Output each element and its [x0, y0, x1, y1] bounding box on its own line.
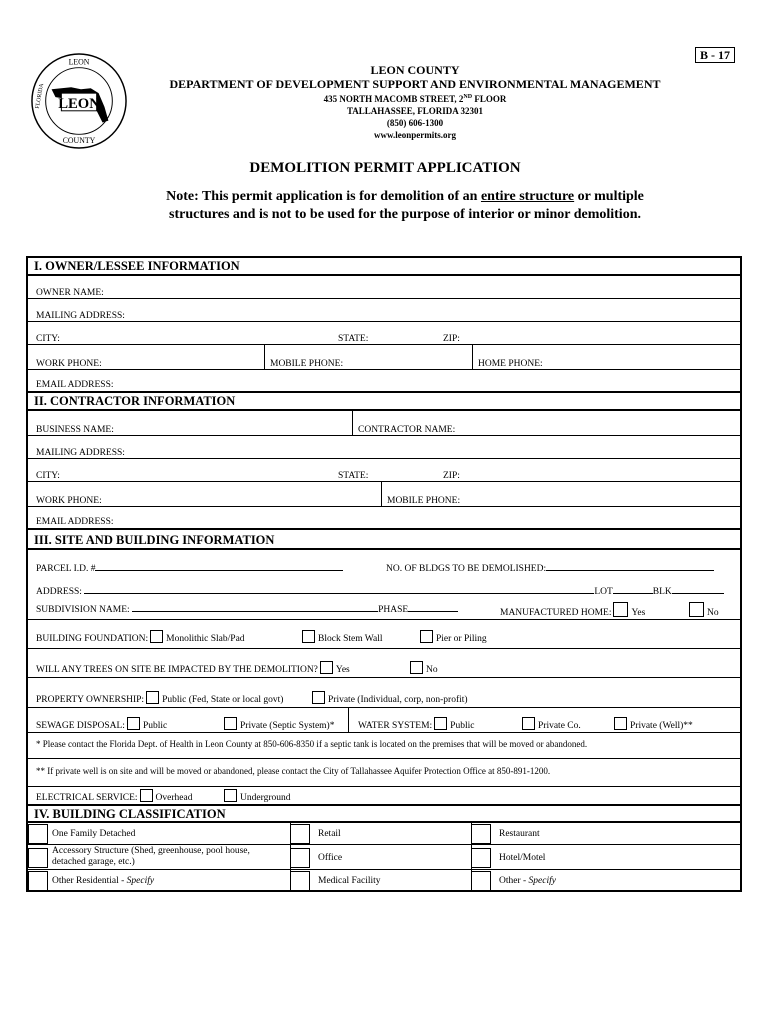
water-private-co-checkbox[interactable] — [522, 717, 535, 730]
class-restaurant-checkbox[interactable] — [471, 824, 491, 844]
svg-text:FLORIDA: FLORIDA — [34, 83, 46, 110]
phase-field: PHASE — [378, 605, 409, 615]
classification-row-1: One Family Detached Retail Restaurant — [28, 823, 740, 845]
sewage-water-row: SEWAGE DISPOSAL: Public Private (Septic System)* WATER SYSTEM: Public Private Co. Private (Well)** — [28, 708, 740, 733]
contractor-city-state-zip-row[interactable]: CITY: STATE: ZIP: — [28, 459, 740, 482]
class-hotel-checkbox[interactable] — [471, 848, 491, 868]
class-one-family-checkbox[interactable] — [28, 824, 48, 844]
manufactured-no-checkbox[interactable] — [689, 602, 704, 617]
classification-row-2: Accessory Structure (Shed, greenhouse, pool house, detached garage, etc.) Office Hotel/Motel — [28, 845, 740, 870]
owner-email-field[interactable]: EMAIL ADDRESS: — [28, 370, 740, 392]
site-address-field[interactable]: ADDRESS: LOT BLK — [36, 587, 724, 597]
ownership-row: PROPERTY OWNERSHIP: Public (Fed, State or local govt) Private (Individual, corp, non-profit) — [28, 678, 740, 708]
trees-yes-checkbox[interactable] — [320, 661, 333, 674]
subdivision-field[interactable]: SUBDIVISION NAME: PHASE — [36, 605, 458, 615]
class-retail-checkbox[interactable] — [290, 824, 310, 844]
manufactured-home-question: MANUFACTURED HOME: Yes — [500, 602, 645, 618]
website: www.leonpermits.org — [374, 130, 456, 140]
section-site-heading: III. SITE AND BUILDING INFORMATION — [28, 529, 740, 550]
ownership-private-checkbox[interactable] — [312, 691, 325, 704]
leon-county-seal-logo — [30, 52, 128, 150]
contractor-phone-row[interactable]: WORK PHONE: MOBILE PHONE: — [28, 482, 740, 507]
water-well-checkbox[interactable] — [614, 717, 627, 730]
svg-text:LEON: LEON — [68, 57, 90, 67]
num-bldgs-field[interactable]: NO. OF BLDGS TO BE DEMOLISHED: — [386, 564, 714, 574]
class-medical-checkbox[interactable] — [290, 871, 310, 891]
electrical-overhead-checkbox[interactable] — [140, 789, 153, 802]
lot-field: LOT — [594, 587, 613, 597]
class-accessory-checkbox[interactable] — [28, 848, 48, 868]
sewage-septic-checkbox[interactable] — [224, 717, 237, 730]
svg-text:COUNTY: COUNTY — [62, 136, 96, 146]
owner-mailing-address-field[interactable]: MAILING ADDRESS: — [28, 299, 740, 322]
sewage-public-checkbox[interactable] — [127, 717, 140, 730]
trees-row: WILL ANY TREES ON SITE BE IMPACTED BY THE DEMOLITION? Yes No — [28, 649, 740, 678]
contractor-email-field[interactable]: EMAIL ADDRESS: — [28, 507, 740, 529]
owner-name-field[interactable]: OWNER NAME: — [28, 276, 740, 299]
manufactured-yes-checkbox[interactable] — [613, 602, 628, 617]
blk-field: BLK — [652, 587, 672, 597]
owner-city-state-zip-row[interactable]: CITY: STATE: ZIP: — [28, 322, 740, 345]
street-address: 435 NORTH MACOMB STREET, 2ND FLOOR — [323, 94, 507, 104]
owner-phone-row[interactable]: WORK PHONE: MOBILE PHONE: HOME PHONE: — [28, 345, 740, 370]
section-owner-heading: I. OWNER/LESSEE INFORMATION — [28, 258, 740, 276]
contractor-mailing-address-field[interactable]: MAILING ADDRESS: — [28, 436, 740, 459]
foundation-pier-checkbox[interactable] — [420, 630, 433, 643]
section-classification-heading: IV. BUILDING CLASSIFICATION — [28, 805, 740, 823]
electrical-underground-checkbox[interactable] — [224, 789, 237, 802]
trees-no-checkbox[interactable] — [410, 661, 423, 674]
foundation-slab-checkbox[interactable] — [150, 630, 163, 643]
class-other-checkbox[interactable] — [471, 871, 491, 891]
section-contractor-heading: II. CONTRACTOR INFORMATION — [28, 392, 740, 411]
contractor-business-row[interactable]: BUSINESS NAME: CONTRACTOR NAME: — [28, 411, 740, 436]
electrical-row: ELECTRICAL SERVICE: Overhead Underground — [28, 787, 740, 805]
city-line: TALLAHASSEE, FLORIDA 32301 — [346, 106, 484, 116]
department-name: DEPARTMENT OF DEVELOPMENT SUPPORT AND ENVIRONMENTAL MANAGEMENT — [169, 77, 661, 91]
foundation-row: BUILDING FOUNDATION: Monolithic Slab/Pad Block Stem Wall Pier or Piling — [28, 620, 740, 649]
permit-form — [26, 256, 742, 892]
phone-number: (850) 606-1300 — [386, 118, 444, 128]
county-name: LEON COUNTY — [370, 63, 460, 77]
agency-header — [150, 63, 680, 141]
classification-row-3: Other Residential - Specify Medical Facility Other - Specify — [28, 870, 740, 892]
septic-note: * Please contact the Florida Dept. of Health in Leon County at 850-606-8350 if a septic tank is located on the premises that will be moved or abandoned. — [28, 733, 740, 759]
water-public-checkbox[interactable] — [434, 717, 447, 730]
form-code: B - 17 — [695, 47, 735, 63]
well-note: ** If private well is on site and will be moved or abandoned, please contact the City of Tallahassee Aquifer Protection Office at 850-891-1200. — [28, 759, 740, 787]
site-parcel-block: PARCEL I.D. # NO. OF BLDGS TO BE DEMOLISHED: ADDRESS: LOT BLK SUBDIVISION NAME: PHASE MANUFACTURED HOME: Yes No — [28, 550, 740, 620]
seal-center-text: LEON — [58, 95, 100, 112]
note-text: Note: This permit application is for demolition of an entire structure or multiple structures and is not to be used for the purpose of interior or minor demolition. — [166, 189, 644, 222]
ownership-public-checkbox[interactable] — [146, 691, 159, 704]
class-office-checkbox[interactable] — [290, 848, 310, 868]
page-title: DEMOLITION PERMIT APPLICATION — [249, 160, 521, 176]
foundation-block-checkbox[interactable] — [302, 630, 315, 643]
parcel-id-field[interactable]: PARCEL I.D. # — [36, 564, 343, 574]
class-other-residential-checkbox[interactable] — [28, 871, 48, 891]
